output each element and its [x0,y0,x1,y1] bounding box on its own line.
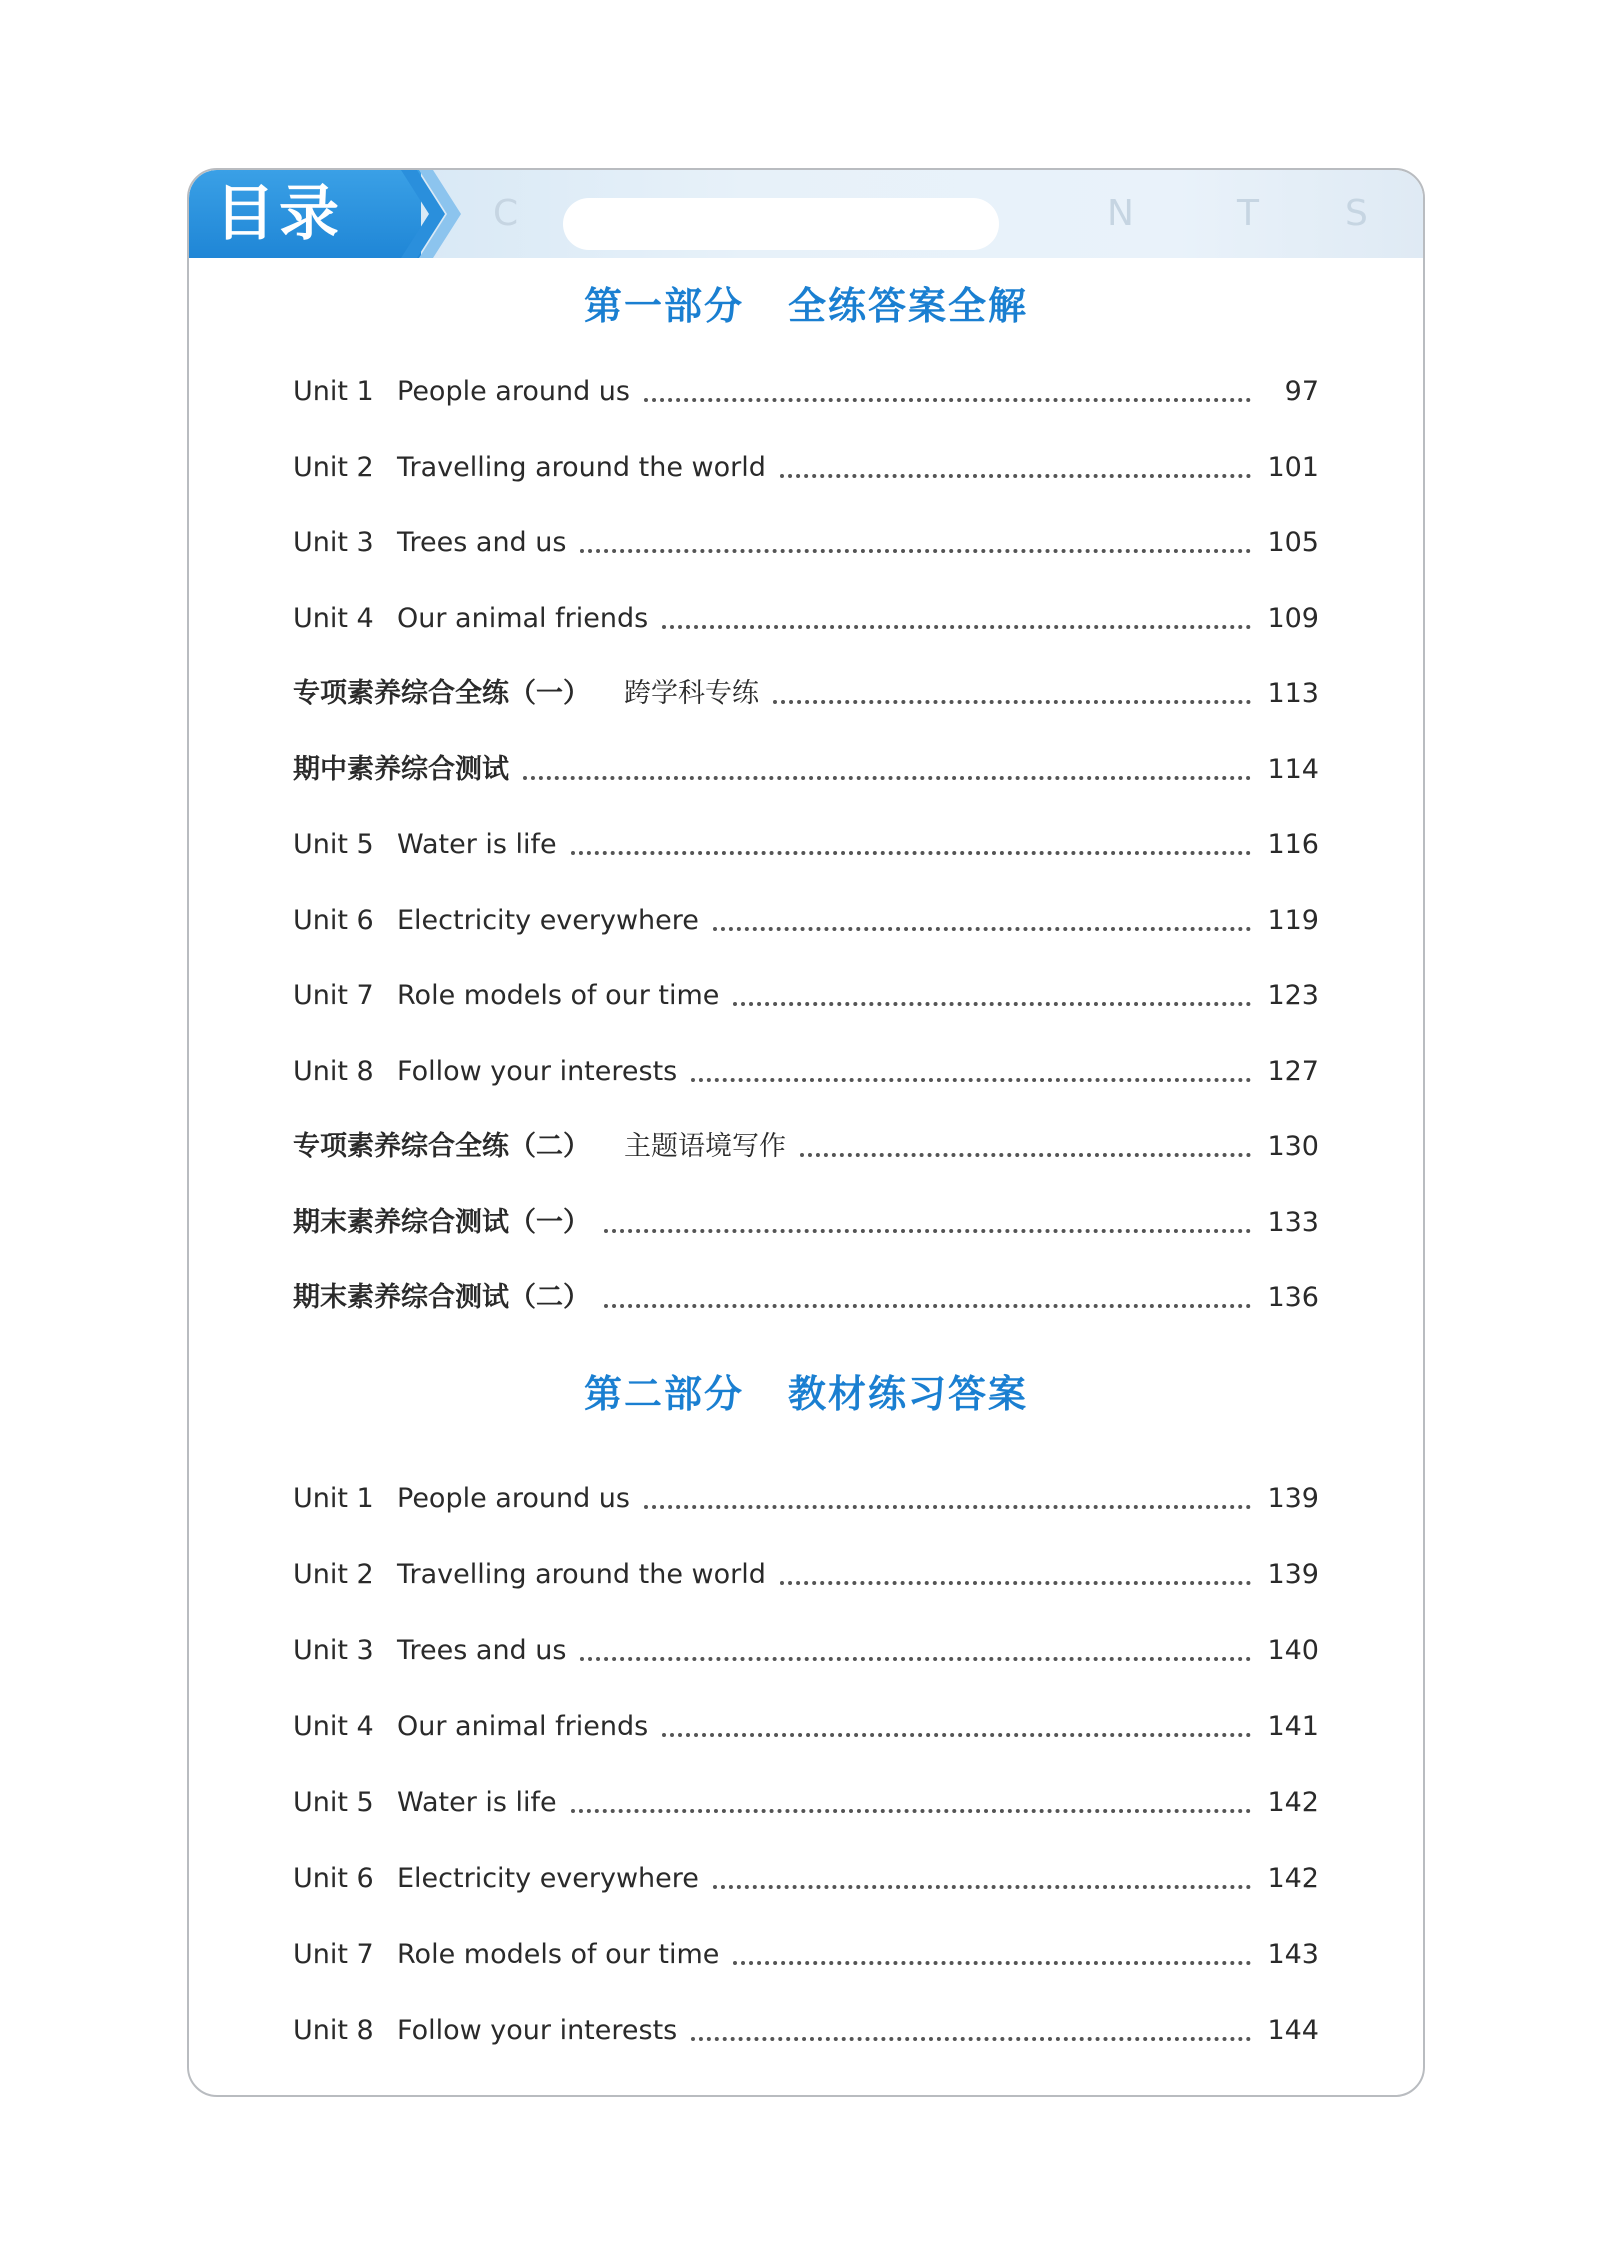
toc-entry [293,1473,1319,1517]
section-2-name: 教材练习答案 [788,1372,1029,1416]
toc-entry-title: Water is life [397,1787,557,1818]
toc-page-number: 101 [1267,451,1319,483]
toc-unit-number: Unit 3 [293,1635,374,1666]
contents-letter-n: N [1107,193,1134,234]
toc-entry-title: Follow your interests [397,2015,678,2046]
toc-unit-number: Unit 8 [293,1055,374,1087]
contents-letter-s: S [1345,193,1368,234]
dot-leader [733,1961,1251,1965]
toc-entry-title: Electricity everywhere [397,1863,699,1894]
toc-page-number: 139 [1267,1483,1319,1514]
toc-entry [293,668,1319,712]
dot-leader [773,700,1251,704]
toc-unit-number: Unit 4 [293,602,374,634]
dot-leader [691,2037,1251,2041]
toc-entry [293,1549,1319,1593]
toc-page-number: 109 [1267,602,1319,634]
toc-entry-title: Our animal friends [397,602,649,634]
toc-entry-subtitle: 主题语境写作 [624,1131,786,1162]
header-pill [563,198,999,250]
dot-leader [644,1505,1251,1509]
toc-entry-title: Water is life [397,829,557,860]
section-title-2 [189,1370,1423,1418]
contents-letter-t: T [1237,193,1259,234]
toc-card [187,168,1425,2097]
toc-page-number: 143 [1267,1939,1319,1970]
contents-letter-c: C [493,193,519,234]
dot-leader [800,1153,1251,1157]
toc-unit-number: Unit 1 [293,1483,374,1514]
toc-page-number: 114 [1267,753,1319,785]
dot-leader [580,549,1251,553]
toc-entry [293,593,1319,637]
chevron-right-icon [413,170,473,258]
toc-page-number: 105 [1267,527,1319,558]
dot-leader [571,851,1251,855]
toc-page-number: 130 [1267,1131,1319,1162]
toc-entry [293,1046,1319,1090]
toc-entry-title: Our animal friends [397,1711,649,1742]
toc-page-number: 140 [1267,1635,1319,1666]
toc-unit-number: Unit 2 [293,1559,374,1590]
dot-leader [644,398,1251,402]
dot-leader [713,927,1251,931]
toc-entry [293,442,1319,486]
toc-unit-number: Unit 5 [293,1787,374,1818]
toc-entry-title: 专项素养综合全练（一） [293,678,590,709]
toc-entry [293,1929,1319,1973]
toc-page-number: 113 [1267,678,1319,709]
toc-page-number: 133 [1267,1206,1319,1238]
toc-entry-title: People around us [397,1483,630,1514]
toc-entry-title: Trees and us [397,527,567,558]
toc-entry-title: 期末素养综合测试（二） [293,1282,590,1313]
toc-entry [293,1853,1319,1897]
toc-unit-number: Unit 4 [293,1711,374,1742]
toc-entry-title: 专项素养综合全练（二） [293,1131,590,1162]
dot-leader [662,625,1251,629]
toc-entry-title: 期末素养综合测试（一） [293,1206,590,1238]
dot-leader [780,1581,1251,1585]
toc-entry [293,1121,1319,1165]
dot-leader [604,1229,1251,1233]
section-2-part: 第二部分 [583,1372,744,1416]
section-1-name: 全练答案全解 [788,284,1029,328]
toc-unit-number: Unit 1 [293,376,374,407]
dot-leader [571,1809,1251,1813]
dot-leader [733,1002,1251,1006]
toc-entry-title: Trees and us [397,1635,567,1666]
dot-leader [713,1885,1251,1889]
toc-entry [293,744,1319,788]
dot-leader [662,1733,1251,1737]
toc-page-number: 144 [1267,2015,1319,2046]
toc-entry-title: Role models of our time [397,980,720,1011]
toc-entry [293,819,1319,863]
toc-unit-number: Unit 2 [293,451,374,483]
toc-page-number: 142 [1267,1787,1319,1818]
dot-leader [691,1078,1251,1082]
dot-leader [780,474,1251,478]
toc-page-number: 139 [1267,1559,1319,1590]
toc-unit-number: Unit 6 [293,904,374,936]
toc-entry [293,895,1319,939]
toc-entry-subtitle: 跨学科专练 [624,678,759,709]
toc-entry-title: Travelling around the world [397,451,766,483]
toc-unit-number: Unit 7 [293,980,374,1011]
toc-unit-number: Unit 7 [293,1939,374,1970]
toc-entry [293,1625,1319,1669]
dot-leader [580,1657,1251,1661]
toc-entry-title: Role models of our time [397,1939,720,1970]
toc-page-number: 127 [1267,1055,1319,1087]
section-title-1 [189,282,1423,330]
toc-entry [293,517,1319,561]
toc-entry [293,1777,1319,1821]
page-title: 目录 [215,179,343,249]
toc-entry-title: Electricity everywhere [397,904,699,936]
toc-entry [293,970,1319,1014]
toc-entry-title: People around us [397,376,630,407]
toc-entry [293,1701,1319,1745]
toc-page-number: 97 [1284,376,1319,407]
toc-entry-title: 期中素养综合测试 [293,753,509,785]
toc-entry-title: Travelling around the world [397,1559,766,1590]
toc-page-number: 136 [1267,1282,1319,1313]
toc-page-number: 142 [1267,1863,1319,1894]
toc-unit-number: Unit 5 [293,829,374,860]
toc-entry-title: Follow your interests [397,1055,678,1087]
toc-unit-number: Unit 3 [293,527,374,558]
toc-entry [293,2005,1319,2049]
title-tab [189,170,421,258]
dot-leader [523,776,1251,780]
section-1-part: 第一部分 [583,284,744,328]
toc-entry [293,366,1319,410]
toc-page-number: 116 [1267,829,1319,860]
toc-unit-number: Unit 8 [293,2015,374,2046]
toc-page-number: 123 [1267,980,1319,1011]
toc-page-number: 141 [1267,1711,1319,1742]
toc-unit-number: Unit 6 [293,1863,374,1894]
toc-entry [293,1197,1319,1241]
dot-leader [604,1304,1251,1308]
toc-page-number: 119 [1267,904,1319,936]
toc-entry [293,1272,1319,1316]
